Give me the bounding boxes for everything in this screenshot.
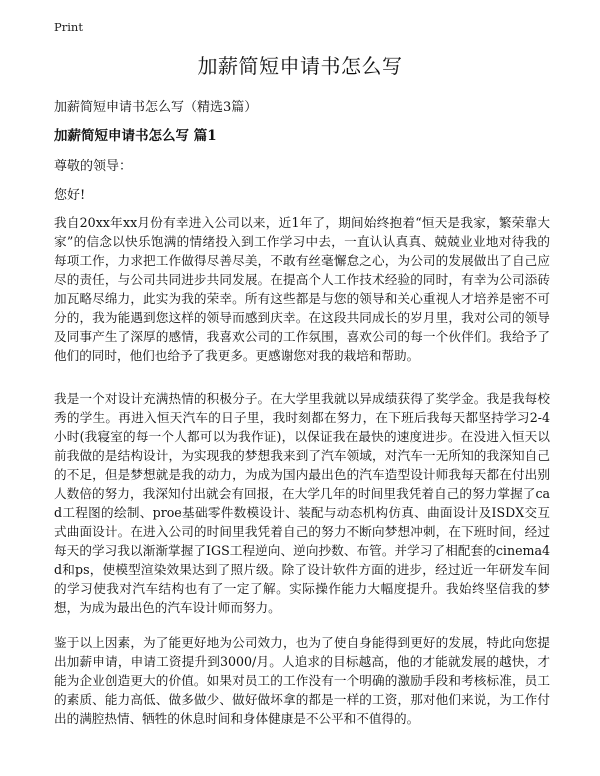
section-heading: 加薪简短申请书怎么写 篇1 (54, 128, 217, 144)
greeting: 您好! (54, 188, 86, 203)
body-paragraph: 鉴于以上因素，为了能更好地为公司效力，也为了使自身能得到更好的发展，特此向您提出加薪申请，申请工资提升到3000/月。人追求的目标越高，他的才能就发展的越快，才能为企业创造更大的价值。如果对员工的工作没有一个明确的激励手段和考核标准，员工的素质、能力高低、做多做少、做好做坏拿的都是一样的工资，那对他们来说，为工作付出的满腔热情、牺牲的休息时间和身体健康是不公平和不值得的。 (54, 635, 550, 726)
body-paragraph: 我是一个对设计充满热情的积极分子。在大学里我就以异成绩获得了奖学金。我是我每校秀的学生。再进入恒天汽车的日子里，我时刻都在努力，在下班后我每天都坚持学习2-4小时(我寝室的每一个人都可以为我作证)，以保证我在最快的速度进步。在没进入恒天以前我做的是结构设计，为实现我的梦想我来到了汽车领域，对汽车一无所知的我深知自己的不足，但是梦想就是我的动力，为成为国内最出色的汽车造型设计师我每天都在付出别人数倍的努力，我深知付出就会有回报，在大学几年的时间里我凭着自己的努力掌握了cad工程图的绘制、proe基础零件数模设计、装配与动态机构仿真、曲面设计及ISDX交互式曲面设计。在进入公司的时间里我凭着自己的努力不断向梦想冲刺，在下班时间，经过每天的学习我以渐渐掌握了IGS工程逆向、逆向抄数、布管。并学习了相配套的cinema4d和ps，使模型渲染效果达到了照片级。除了设计软件方面的进步，经过近一年研发车间的学习使我对汽车结构也有了一定了解。实际操作能力大幅度提升。我始终坚信我的梦想，为成为最出色的汽车设计师而努力。 (54, 391, 550, 615)
body-paragraph: 我自20xx年xx月份有幸进入公司以来，近1年了，期间始终抱着“恒天是我家，繁荣靠大家”的信念以快乐饱满的情绪投入到工作学习中去，一直认认真真、兢兢业业地对待我的每项工作，力求把工作做得尽善尽美，不敢有丝毫懈怠之心，为公司的发展做出了自己应尽的责任，与公司共同进步共同发展。在提高个人工作技术经验的同时，有幸为公司添砖加瓦略尽绵力，此实为我的荣幸。所有这些都是与您的领导和关心重视人才培养是密不可分的，我为能遇到您这样的领导而感到庆幸。在这段共同成长的岁月里，我对公司的领导及同事产生了深厚的感情，我喜欢公司的工作氛围，喜欢公司的每一个伙伴们。我给予了他们的同时，他们也给予了我更多。更感谢您对我的栽培和帮助。 (54, 215, 550, 363)
document-subtitle: 加薪简短申请书怎么写（精选3篇） (54, 100, 258, 115)
print-link[interactable]: Print (54, 20, 83, 34)
page-title: 加薪简短申请书怎么写 (197, 54, 403, 78)
salutation: 尊敬的领导： (54, 159, 133, 174)
